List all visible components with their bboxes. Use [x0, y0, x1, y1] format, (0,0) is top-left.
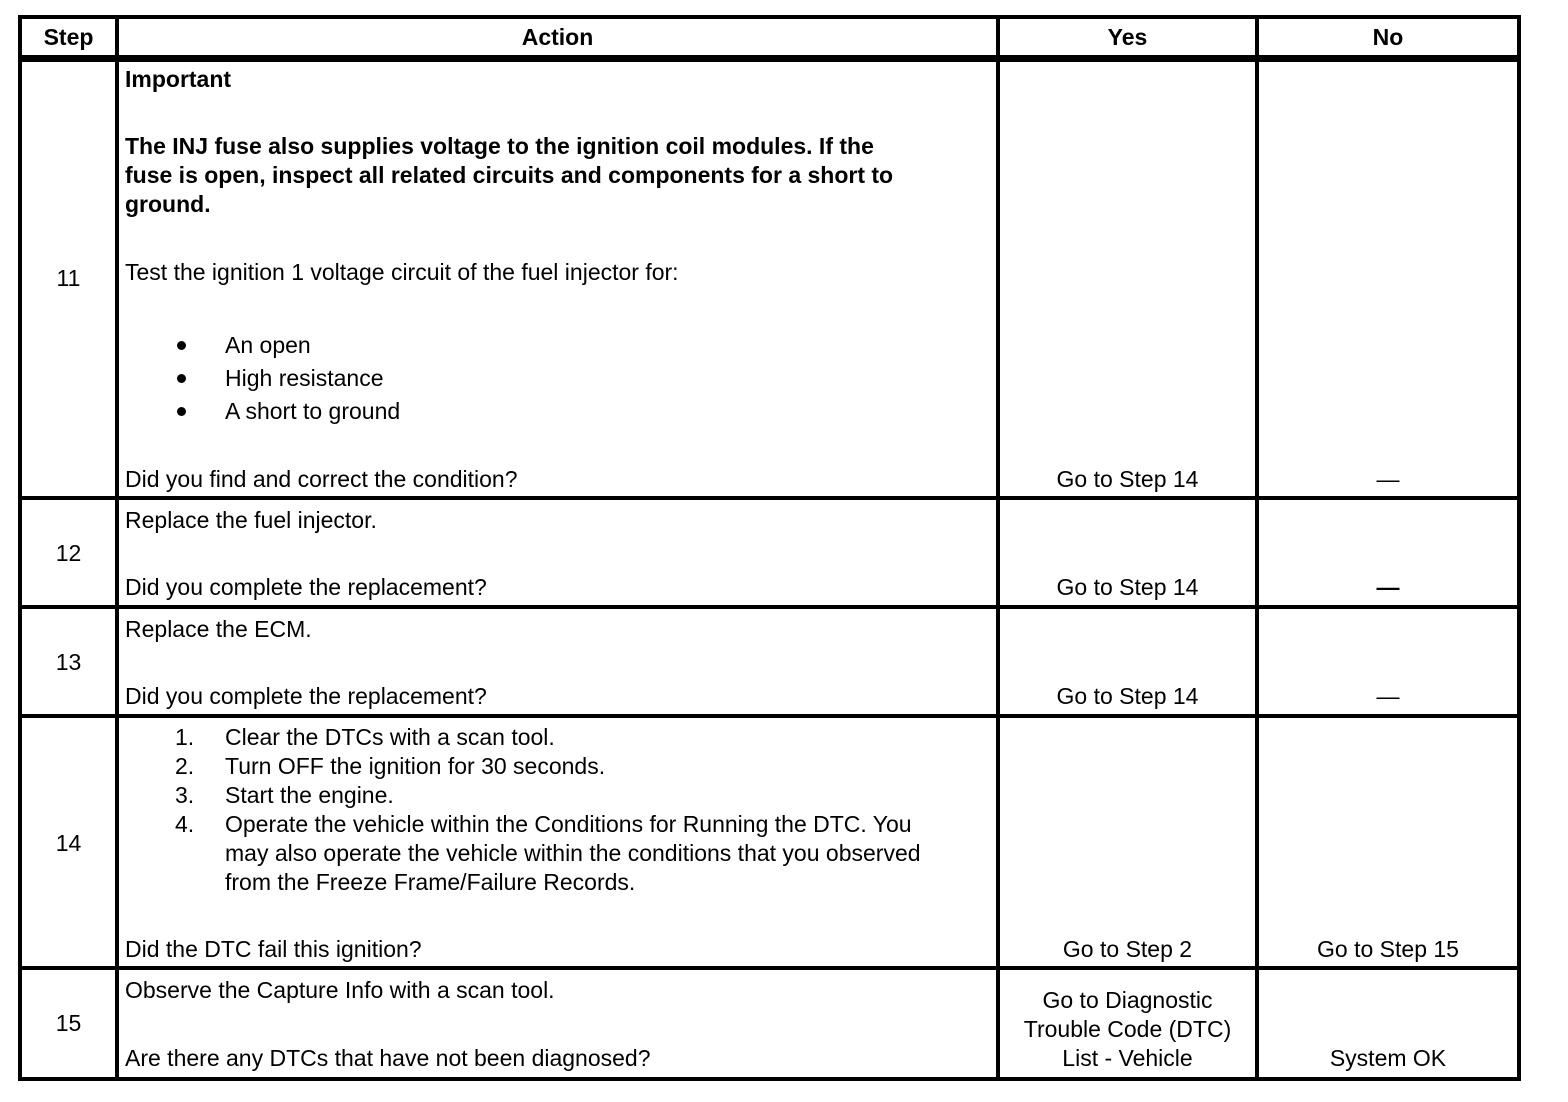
- yes-result: Go to Step 14: [1056, 574, 1199, 600]
- no-result: —: [1376, 574, 1400, 600]
- step-number: 12: [55, 540, 82, 566]
- important-text-line: ground.: [125, 191, 211, 217]
- table-rule: [18, 1077, 1521, 1081]
- yes-result-line: List - Vehicle: [1062, 1045, 1193, 1071]
- header-action: Action: [521, 24, 594, 50]
- action-intro: Test the ignition 1 voltage circuit of the fuel injector for:: [125, 259, 679, 285]
- no-result: —: [1376, 683, 1400, 709]
- header-step: Step: [43, 24, 94, 50]
- action-question: Did you complete the replacement?: [125, 683, 487, 709]
- action-text: Replace the fuel injector.: [125, 507, 377, 533]
- header-no: No: [1372, 24, 1404, 50]
- action-question: Did you complete the replacement?: [125, 574, 487, 600]
- table-rule: [18, 714, 1521, 718]
- important-label: Important: [125, 66, 232, 92]
- table-rule: [996, 15, 1000, 1081]
- bullet-icon: [177, 374, 186, 383]
- list-item: Operate the vehicle within the Conditions for Running the DTC. You: [225, 811, 912, 837]
- yes-result-line: Go to Diagnostic: [1042, 987, 1213, 1013]
- important-text-line: The INJ fuse also supplies voltage to the ignition coil modules. If the: [125, 133, 874, 159]
- header-yes: Yes: [1107, 24, 1148, 50]
- list-number: 3.: [175, 782, 195, 808]
- table-rule: [18, 496, 1521, 500]
- list-item: Turn OFF the ignition for 30 seconds.: [225, 753, 606, 779]
- list-number: 4.: [175, 811, 195, 837]
- bullet-item: An open: [225, 332, 311, 358]
- list-item: from the Freeze Frame/Failure Records.: [225, 869, 636, 895]
- table-rule: [18, 58, 1521, 62]
- no-result: —: [1376, 466, 1400, 492]
- step-number: 14: [55, 830, 82, 856]
- table-rule: [1517, 15, 1521, 1081]
- list-item: Start the engine.: [225, 782, 394, 808]
- yes-result-line: Trouble Code (DTC): [1023, 1016, 1232, 1042]
- action-question: Did the DTC fail this ignition?: [125, 936, 422, 962]
- list-number: 1.: [175, 724, 195, 750]
- list-item: may also operate the vehicle within the conditions that you observed: [225, 840, 921, 866]
- yes-result: Go to Step 14: [1056, 466, 1199, 492]
- list-item: Clear the DTCs with a scan tool.: [225, 724, 555, 750]
- step-number: 15: [55, 1010, 82, 1036]
- bullet-icon: [177, 341, 186, 350]
- action-question: Are there any DTCs that have not been diagnosed?: [125, 1045, 651, 1071]
- table-rule: [18, 605, 1521, 609]
- bullet-icon: [177, 407, 186, 416]
- step-number: 13: [55, 649, 82, 675]
- bullet-item: A short to ground: [225, 398, 401, 424]
- yes-result: Go to Step 2: [1062, 936, 1193, 962]
- action-text: Observe the Capture Info with a scan tool.: [125, 977, 555, 1003]
- action-question: Did you find and correct the condition?: [125, 466, 518, 492]
- step-number: 11: [56, 265, 81, 291]
- important-text-line: fuse is open, inspect all related circuits and components for a short to: [125, 162, 894, 188]
- table-rule: [18, 15, 1521, 19]
- table-rule: [18, 966, 1521, 970]
- bullet-item: High resistance: [225, 365, 384, 391]
- diagnostic-table: [18, 15, 1521, 1081]
- action-text: Replace the ECM.: [125, 616, 312, 642]
- no-result: System OK: [1329, 1045, 1447, 1071]
- list-number: 2.: [175, 753, 195, 779]
- yes-result: Go to Step 14: [1056, 683, 1199, 709]
- table-rule: [115, 15, 119, 1081]
- table-rule: [1255, 15, 1259, 1081]
- no-result: Go to Step 15: [1317, 936, 1459, 962]
